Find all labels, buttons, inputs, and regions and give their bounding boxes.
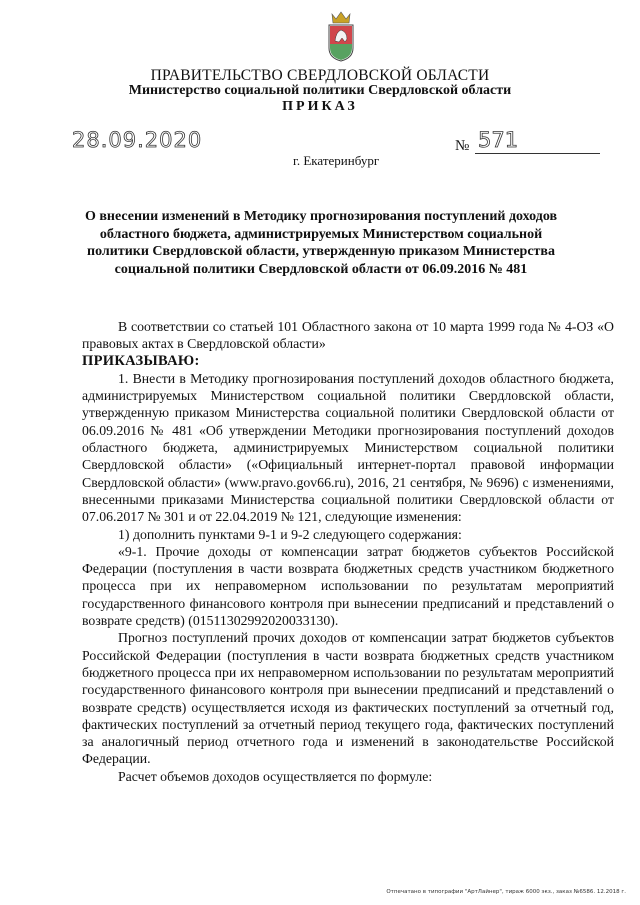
number-underline	[475, 153, 600, 154]
item-9-1-paragraph: «9-1. Прочие доходы от компенсации затрат бюджетов субъектов Российской Федерации (поступления в части возврата бюджетных средств участником бюджетного процесса при их неправомерном использовании по результатам мероприятий государственного финансового контроля при вынесении предписаний и представлений о возврате средств) (01511302992020033130).	[82, 543, 614, 629]
preamble-paragraph: В соответствии со статьей 101 Областного закона от 10 марта 1999 года № 4-ОЗ «О правовых актах в Свердловской области»	[82, 319, 614, 352]
forecast-paragraph: Прогноз поступлений прочих доходов от компенсации затрат бюджетов субъектов Российской Федерации (поступления в части возврата бюджетных средств участником бюджетного процесса при их неправомерном использовании по результатам мероприятий государственного финансового контроля при вынесении предписаний и представлений о возврате средств) осуществляется исходя из фактических поступлений за отчетный год, фактических поступлений за отчетный период текущего года, фактических поступлений за аналогичный период отчетного года и изменений в законодательстве Российской Федерации.	[82, 630, 614, 767]
order-number: 571	[478, 128, 519, 152]
order-body	[82, 318, 614, 785]
order-date: 28.09.2020	[72, 128, 203, 152]
print-imprint: Отпечатано в типографии "АртЛайнер", тираж 6000 экз., заказ №6586. 12.2018 г.	[386, 889, 626, 895]
number-sign: №	[455, 138, 470, 154]
order-title: О внесении изменений в Методику прогнозирования поступлений доходов областного бюджета, администрируемых Министерством социальной политики Свердловской области, утвержденную приказом Министерства социальной политики Свердловской области от 06.09.2016 № 481	[84, 209, 558, 277]
city: г. Екатеринбург	[293, 153, 380, 168]
subclause-1-paragraph: 1) дополнить пунктами 9-1 и 9-2 следующего содержания:	[118, 526, 462, 542]
government-name: ПРАВИТЕЛЬСТВО СВЕРДЛОВСКОЙ ОБЛАСТИ	[150, 67, 490, 84]
ministry-name: Министерство социальной политики Свердловской области	[128, 83, 512, 98]
document-type: ПРИКАЗ	[282, 99, 358, 114]
formula-intro-paragraph: Расчет объемов доходов осуществляется по формуле:	[118, 768, 433, 784]
clause-1-paragraph: 1. Внести в Методику прогнозирования поступлений доходов областного бюджета, администрируемых Министерством социальной политики Свердловской области, утвержденную приказом Министерства социальной политики Свердловской области от 06.09.2016 № 481 «Об утверждении Методики прогнозирования поступлений доходов областного бюджета, администрируемых Министерством социальной политики Свердловской области» («Официальный интернет-портал правовой информации Свердловской области» (www.pravo.gov66.ru), 2016, 21 сентября, № 9696) с изменениями, внесенными приказами Министерства социальной политики Свердловской области от 07.06.2017 № 301 и от 22.04.2019 № 121, следующие изменения:	[82, 370, 614, 525]
coat-of-arms-icon	[326, 10, 356, 62]
order-word: ПРИКАЗЫВАЮ:	[82, 352, 200, 369]
